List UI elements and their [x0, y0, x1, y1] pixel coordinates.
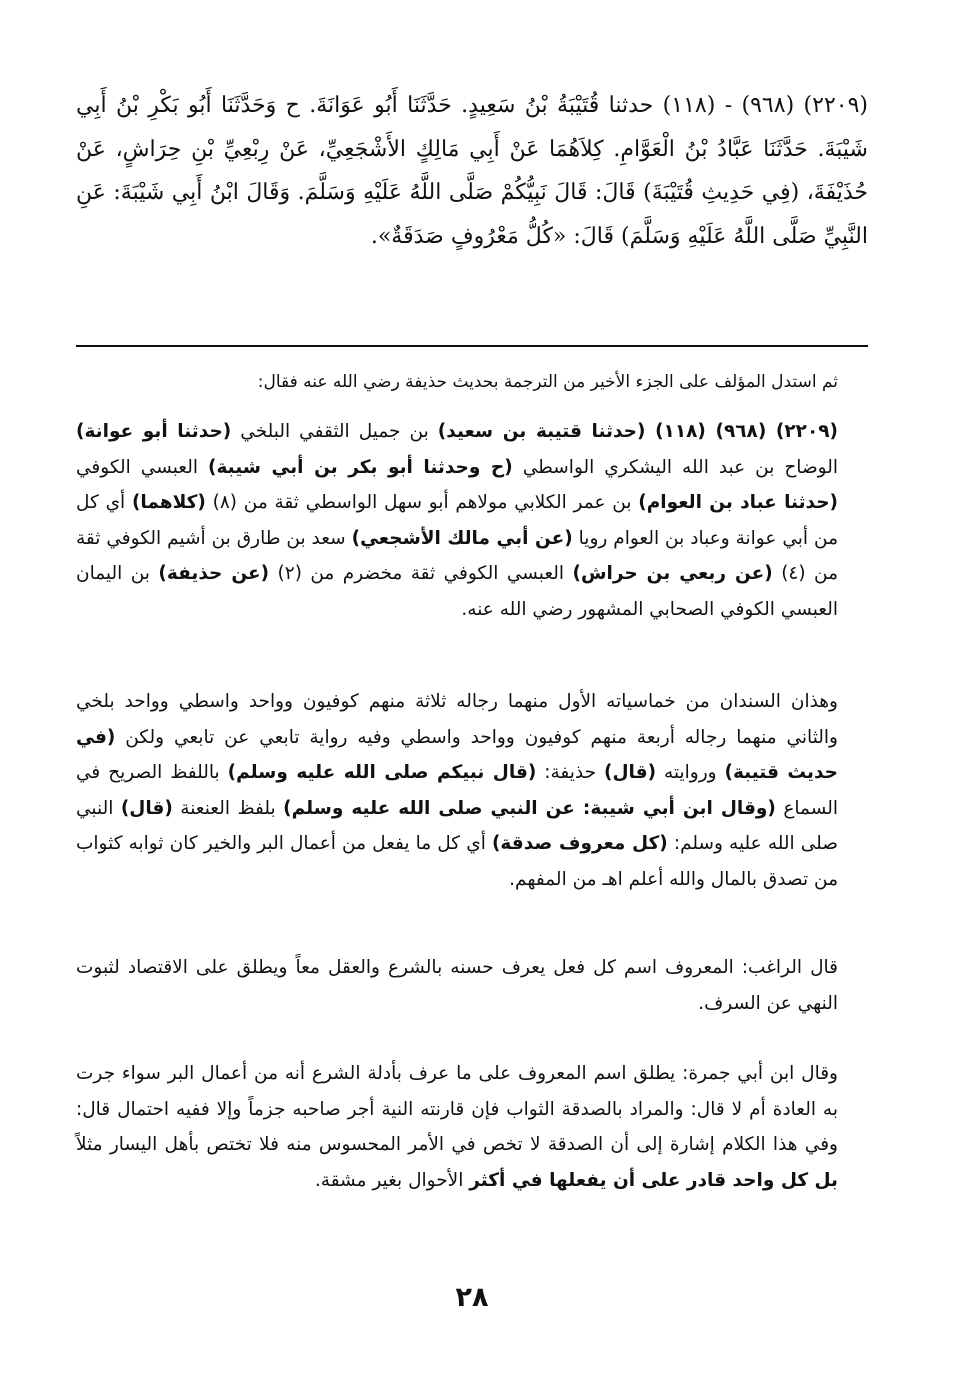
- commentary-chain: [76, 414, 868, 627]
- text-segment: الوضاح بن عبد الله اليشكري الواسطي: [512, 456, 838, 478]
- bold-segment: (وقال ابن أبي شيبة: عن النبي صلى الله عليه وسلم): [283, 797, 776, 819]
- commentary-analysis: [76, 684, 868, 897]
- bold-segment: (عن أبي مالك الأشجعي): [351, 527, 573, 549]
- text-segment: بلفظ العنعنة: [172, 797, 284, 819]
- commentary-intro: ثم استدل المؤلف على الجزء الأخير من الترجمة بحديث حذيفة رضي الله عنه فقال:: [257, 372, 838, 392]
- bold-segment: (كلاهما): [131, 492, 206, 513]
- bold-segment: (ح وحدثنا أبو بكر بن أبي شيبة): [208, 456, 513, 478]
- text-segment: وهذان السندان من خماسياته الأول منهما رجاله ثلاثة منهم كوفيون وواحد واسطي وواحد بلخي والثاني منهما رجاله أربعة منهم كوفيون وواحد واسطي وفيه رواية تابعي عن تابعي ولكن: [76, 691, 838, 748]
- bold-segment: (قال نبيكم صلى الله عليه وسلم): [227, 762, 537, 783]
- bold-segment: (٢٢٠٩) (٩٦٨) (١١٨): [645, 421, 838, 442]
- text-segment: الأحوال بغير مشقة.: [314, 1169, 470, 1191]
- divider-line: [76, 345, 868, 347]
- text-segment: وروايته: [656, 762, 725, 783]
- bold-segment: (حدثنا أبو عوانة): [76, 421, 232, 442]
- bold-segment: (في حديث قتيبة): [76, 726, 838, 783]
- text-segment: سعد بن طارق بن أشيم الكوفي ثقة من (٤): [76, 527, 839, 584]
- bold-segment: (قال): [604, 762, 657, 783]
- hadith-text: (٢٢٠٩) (٩٦٨) - (١١٨) حدثنا قُتَيْبَةُ بْنُ سَعِيدٍ. حَدَّثَنَا أَبُو عَوَانَةَ. ح وَحَدَّثَنَا أَبُو بَكْرِ بْنُ أَبِي شَيْبَةَ. حَدَّثَنَا عَبَّادُ بْنُ الْعَوَّامِ. كِلاَهُمَا عَنْ أَبِي مَالِكٍ الأَشْجَعِيِّ، عَنْ رِبْعِيِّ بْنِ حِرَاشٍ، عَنْ حُذَيْفَةَ، (فِي حَدِيثِ قُتَيْبَةَ) قَالَ: قَالَ نَبِيُّكُمْ صَلَّى اللَّهُ عَلَيْهِ وَسَلَّمَ. وَقَالَ ابْنُ أَبِي شَيْبَةَ: عَنِ النَّبِيِّ صَلَّى اللَّهُ عَلَيْهِ وَسَلَّمَ) قَالَ: «كُلُّ مَعْرُوفٍ صَدَقَةٌ».: [76, 93, 868, 249]
- text-segment: بن عمر الكلابي مولاهم أبو سهل الواسطي ثقة من (٨): [205, 492, 639, 513]
- page-number: ٢٨: [455, 1282, 489, 1313]
- text-segment: النبي صلى الله عليه وسلم:: [76, 797, 838, 854]
- bold-segment: (قال): [120, 797, 173, 819]
- text-segment: أي كل ما يفعل من أعمال البر والخير كان ثوابه كثواب من تصدق بالمال والله أعلم اهـ من المفهم.: [76, 833, 838, 890]
- text-segment: باللفظ الصريح في السماع: [76, 762, 838, 819]
- page: [76, 0, 868, 1381]
- text-segment: أي كل من أبي عوانة وعباد بن العوام رويا: [76, 492, 838, 549]
- text-segment: وقال ابن أبي جمرة: يطلق اسم المعروف على ما عرف بأدلة الشرع أنه من أعمال البر سواء جرت به العادة أم لا قال: والمراد بالصدقة الثواب فإن قارنته النية أجر صاحبه جزماً وإلا ففيه احتمال قال: وفي هذا الكلام إشارة إلى أن الصدقة لا تخص في الأمر المحسوس منه فلا تختص بأهل اليسار مثلاً: [76, 1063, 838, 1155]
- text-segment: حذيفة:: [536, 762, 605, 783]
- text-segment: العبسي الكوفي: [76, 456, 208, 478]
- bold-segment: (حدثنا قتيبة بن سعيد): [437, 421, 646, 442]
- bold-segment: (حدثنا عباد بن العوام): [638, 492, 838, 513]
- bold-segment: (عن حذيفة): [158, 563, 270, 584]
- text-segment: بن جميل الثقفي البلخي: [231, 421, 438, 442]
- commentary-raghib: قال الراغب: المعروف اسم كل فعل يعرف حسنه بالشرع والعقل معاً ويطلق على الاقتصاد لثبوت النهي عن السرف.: [76, 957, 838, 1014]
- text-segment: العبسي الكوفي ثقة مخضرم من (٢): [269, 563, 573, 584]
- text-segment: بن اليمان العبسي الكوفي الصحابي المشهور رضي الله عنه.: [76, 563, 838, 620]
- bold-segment: بل كل واحد قادر على أن يفعلها في أكثر: [469, 1169, 838, 1191]
- commentary-ibn-abi-jamra: [76, 1056, 868, 1198]
- bold-segment: (عن ربعي بن حراش): [572, 563, 773, 584]
- bold-segment: (كل معروف صدقة): [491, 833, 668, 854]
